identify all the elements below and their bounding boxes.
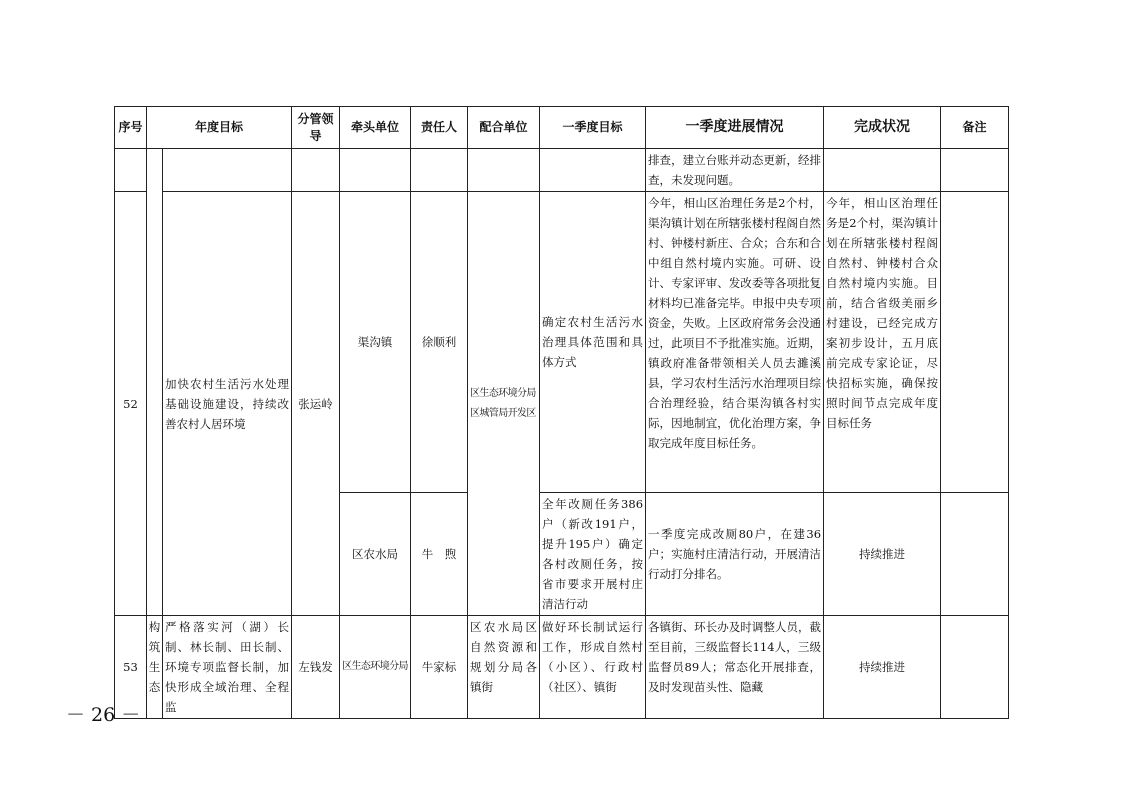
row53-category: 构筑生态 <box>147 616 163 719</box>
table-header-row <box>115 107 1009 149</box>
row52-q1-progress: 今年，相山区治理任务是2个村，渠沟镇计划在所辖张楼村程阁自然村、钟楼村新庄、合众；合东和合中组自然村境内实施。可研、设计、专家评审、发改委等各项批复材料均已准备完毕。申报中央专项资金，失败。上区政府常务会没通过，此项目不予批准实施。近期，镇政府准备带领相关人员去濉溪县，学习农村生活污水治理项目综合治理经验，结合渠沟镇各村实际，因地制宜，优化治理方案，争取完成年度目标任务。 <box>646 192 824 493</box>
row53-remark <box>941 616 1009 719</box>
header-responsible: 责任人 <box>411 107 468 149</box>
cont-goal-cell <box>163 149 292 192</box>
header-q1-goal: 一季度目标 <box>540 107 646 149</box>
row53-q1-progress: 各镇街、环长办及时调整人员，截至目前，三级监督长114人，三级监督员89人；常态化开展排查，及时发现苗头性、隐藏 <box>646 616 824 719</box>
row53-leader: 左钱发 <box>292 616 340 719</box>
row53-seq: 53 <box>115 616 147 719</box>
header-lead-unit: 牵头单位 <box>340 107 411 149</box>
row53-lead-unit: 区生态环境分局 <box>340 616 411 719</box>
row52-leader: 张运岭 <box>292 192 340 616</box>
row52b-completion: 持续推进 <box>824 493 941 616</box>
cont-category-cell <box>147 149 163 616</box>
row52b-q1-progress: 一季度完成改厕80户，在建36户；实施村庄清洁行动，开展清洁行动打分排名。 <box>646 493 824 616</box>
cont-seq-cell <box>115 149 147 192</box>
row52-completion: 今年，相山区治理任务是2个村，渠沟镇计划在所辖张楼村程阁自然村、钟楼村合众自然村境内实施。目前，结合省级美丽乡村建设，已经完成方案初步设计，五月底前完成专家论证，尽快招标实施，确保按照时间节点完成年度目标任务 <box>824 192 941 493</box>
row52-seq: 52 <box>115 192 147 616</box>
row52-coop-unit: 区生态环境分局区城管局开发区 <box>468 192 540 616</box>
row52b-remark <box>941 493 1009 616</box>
cont-person-cell <box>411 149 468 192</box>
table-row <box>115 192 1009 493</box>
row53-goal: 严格落实河（湖）长制、林长制、田长制、环境专项监督长制，加快形成全域治理、全程监 <box>163 616 292 719</box>
cont-q1goal-cell <box>540 149 646 192</box>
row52-responsible: 徐顺利 <box>411 192 468 493</box>
row52-lead-unit: 渠沟镇 <box>340 192 411 493</box>
row52b-q1-goal: 全年改厕任务386户（新改191户，提升195户）确定各村改厕任务，按省市要求开展村庄清洁行动 <box>540 493 646 616</box>
cont-status-cell <box>824 149 941 192</box>
cont-progress-cell: 排查，建立台账并动态更新，经排查，未发现问题。 <box>646 149 824 192</box>
row53-completion: 持续推进 <box>824 616 941 719</box>
header-leader: 分管领导 <box>292 107 340 149</box>
row52b-responsible: 牛 煦 <box>411 493 468 616</box>
header-remark: 备注 <box>941 107 1009 149</box>
row52-remark <box>941 192 1009 493</box>
table-row <box>115 616 1009 719</box>
row52b-lead-unit: 区农水局 <box>340 493 411 616</box>
row53-responsible: 牛家标 <box>411 616 468 719</box>
row53-q1-goal: 做好环长制试运行工作，形成自然村（小区）、行政村（社区）、镇街 <box>540 616 646 719</box>
header-coop-unit: 配合单位 <box>468 107 540 149</box>
cont-remark-cell <box>941 149 1009 192</box>
header-completion: 完成状况 <box>824 107 941 149</box>
cont-leader-cell <box>292 149 340 192</box>
row52-q1-goal: 确定农村生活污水治理具体范围和具体方式 <box>540 192 646 493</box>
header-annual-goal: 年度目标 <box>147 107 292 149</box>
row52-goal: 加快农村生活污水处理基础设施建设，持续改善农村人居环境 <box>163 192 292 616</box>
header-q1-progress: 一季度进展情况 <box>646 107 824 149</box>
cont-lead-cell <box>340 149 411 192</box>
cont-coop-cell <box>468 149 540 192</box>
work-target-table <box>114 106 1009 719</box>
table-row <box>115 149 1009 192</box>
page-number: － 26 － <box>66 704 141 726</box>
row53-coop-unit: 区农水局区自然资源和规划分局各镇街 <box>468 616 540 719</box>
header-seq: 序号 <box>115 107 147 149</box>
